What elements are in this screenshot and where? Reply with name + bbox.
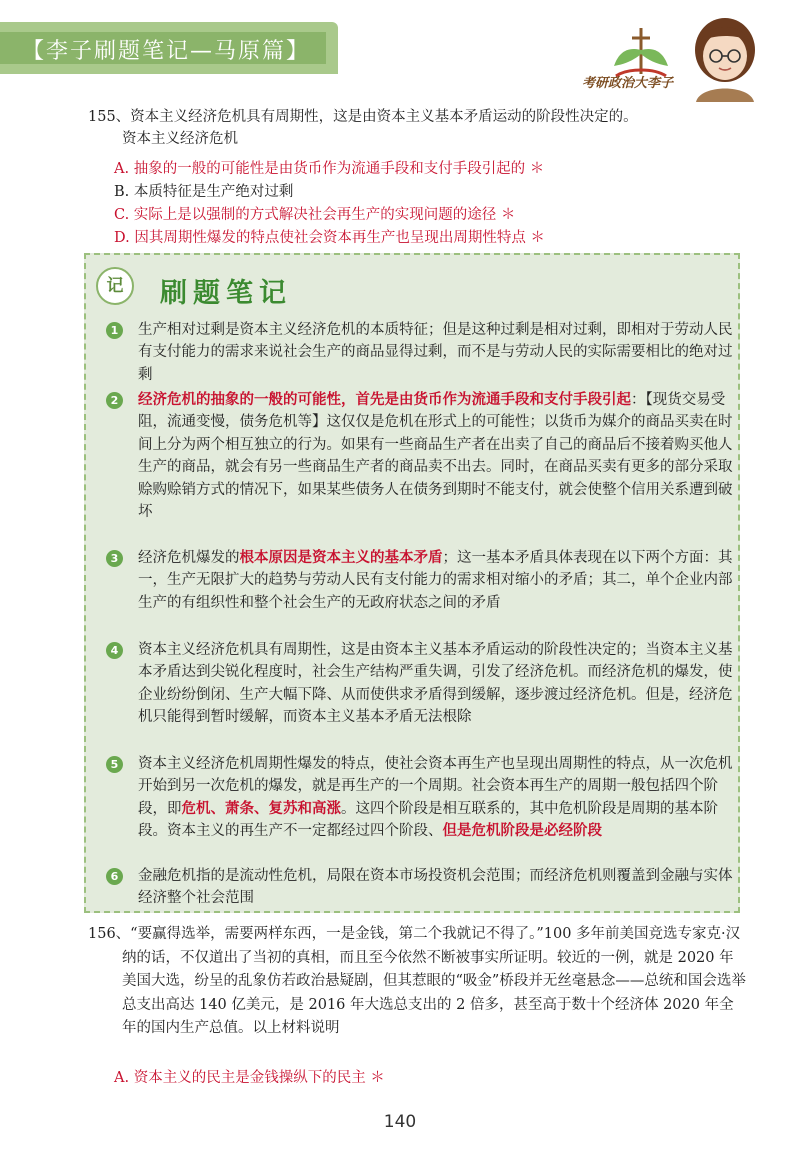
note-item-2 [106, 389, 734, 523]
note-text-1 [138, 319, 734, 386]
note-number-1: 1 [106, 322, 123, 339]
note-5-seg-4: 但是危机阶段是必经阶段 [442, 822, 602, 840]
note-number-3: 3 [106, 550, 123, 567]
note-number-6: 6 [106, 868, 123, 885]
note-1-seg-1: 生产相对过剩是资本主义经济危机的本质特征；但是这种过剩是相对过剩，即相对于劳动人民有支付能力的需求来说社会生产的商品显得过剩，而不是与劳动人民的实际需要相比的绝对过剩 [138, 322, 733, 383]
option-c: C. 实际上是以强制的方式解决社会再生产的实现问题的途径 ＊ [114, 207, 516, 223]
notes-panel [84, 253, 740, 913]
note-5-seg-3: 。这四个阶段是相互联系的，其中危机阶段是周期的基本阶段。资本主义的再生产不一定都经过四个阶段、 [138, 800, 718, 840]
banner-title: 【李子刷题笔记—马原篇】 [22, 39, 311, 64]
note-text-3 [138, 547, 734, 614]
notes-title: 刷题笔记 [160, 278, 292, 309]
question-155-options [114, 158, 545, 250]
note-3-seg-2: 根本原因是资本主义的基本矛盾 [239, 549, 443, 566]
note-6-seg-1: 金融危机指的是流动性危机，局限在资本市场投资机会范围；而经济危机则覆盖到金融与实体经济整个社会范围 [138, 868, 733, 907]
note-text-5 [138, 753, 734, 843]
page-number: 140 [383, 1112, 417, 1132]
avatar-icon [686, 12, 764, 102]
question-156 [88, 923, 748, 1041]
question-156-stem: 156、“要赢得选举，需要两样东西，一是金钱，第二个我就记不得了。”100 多年前美国竞选专家克·汉纳的话，不仅道出了当初的真相，而且至今依然不断被事实所证明。较近的一例，就是 2020 年美国大选，纷呈的乱象仿若政治悬疑剧，但其惹眼的“吸金”桥段并无丝毫悬念——总统和国会选举总支出高达 140 亿美元，是 2016 年大选总支出的 2 倍多，甚至高于数十个经济体 2020 年全年的国内生产总值。以上材料说明 [88, 926, 746, 1037]
option-b: B. 本质特征是生产绝对过剩 [114, 184, 294, 200]
question-155 [88, 106, 758, 150]
note-3-seg-3: ；这一基本矛盾具体表现在以下两个方面：其一，生产无限扩大的趋势与劳动人民有支付能力的需求相对缩小的矛盾；其二，单个企业内部生产的有组织性和整个社会生产的无政府状态之间的矛盾 [138, 550, 733, 611]
note-item-4 [106, 639, 734, 729]
note-number-5: 5 [106, 756, 123, 773]
note-5-seg-2: 危机、萧条、复苏和高涨 [181, 799, 341, 817]
question-156-option-a: A. 资本主义的民主是金钱操纵下的民主 ＊ [114, 1070, 385, 1086]
note-4-seg-1: 资本主义经济危机具有周期性，这是由资本主义基本矛盾运动的阶段性决定的；当资本主义基本矛盾达到尖锐化程度时，社会生产结构严重失调，引发了经济危机。而经济危机的爆发，使企业纷纷倒闭、生产大幅下降、从而使供求矛盾得到缓解，逐步渡过经济危机。但是，经济危机只能得到暂时缓解，而资本主义基本矛盾无法根除 [138, 642, 733, 726]
note-3-seg-1: 经济危机爆发的 [138, 550, 240, 566]
note-text-6 [138, 865, 734, 910]
note-2-seg-2: ：【现货交易受阻，流通变慢，债务危机等】这仅仅是危机在形式上的可能性；以货币为媒介的商品买卖在时间上分为两个相互独立的行为。如果有一些商品生产者在出卖了自己的商品后不接着购买他人生产的商品，就会有另一些商品生产者的商品卖不出去。同时，在商品买卖有更多的部分采取赊购赊销方式的情况下，如果某些债务人在债务到期时不能支付，就会使整个信用关系遭到破坏 [138, 392, 733, 521]
question-155-stem-line1: 155、资本主义经济危机具有周期性，这是由资本主义基本矛盾运动的阶段性决定的。 [88, 109, 638, 125]
option-d: D. 因其周期性爆发的特点使社会资本再生产也呈现出周期性特点 ＊ [114, 230, 545, 246]
note-item-1 [106, 319, 734, 386]
header-banner [0, 22, 338, 74]
note-item-3 [106, 547, 734, 614]
note-item-5 [106, 753, 734, 843]
note-text-4 [138, 639, 734, 729]
note-item-6 [106, 865, 734, 910]
logo-text: 考研政治大李子 [582, 76, 674, 91]
note-5-seg-1: 资本主义经济危机周期性爆发的特点，使社会资本再生产也呈现出周期性的特点，从一次危机开始到另一次危机的爆发，就是再生产的一个周期。社会资本再生产的周期一般包括四个阶段，即 [138, 756, 733, 817]
notes-header [94, 265, 334, 311]
note-2-seg-1: 经济危机的抽象的一般的可能性，首先是由货币作为流通手段和支付手段引起 [138, 391, 631, 408]
notes-badge-icon: 记 [96, 267, 134, 305]
question-155-stem-line2: 资本主义经济危机 [122, 131, 238, 147]
note-number-4: 4 [106, 642, 123, 659]
option-a: A. 抽象的一般的可能性是由货币作为流通手段和支付手段引起的 ＊ [114, 161, 545, 177]
note-number-2: 2 [106, 392, 123, 409]
note-text-2 [138, 389, 734, 523]
